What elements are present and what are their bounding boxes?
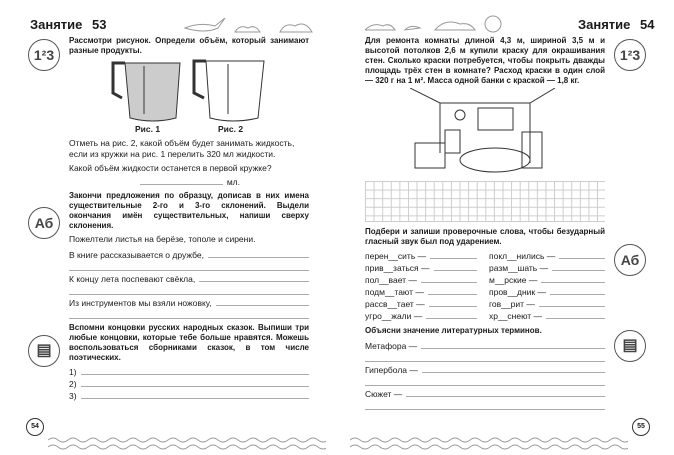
letters-icon: Аб [614, 244, 646, 276]
bird-clouds-decoration [180, 14, 320, 36]
answer-line[interactable] [422, 364, 605, 373]
answer-line[interactable] [406, 388, 605, 397]
page-number-54: 54 [26, 418, 44, 436]
answer-line[interactable] [428, 286, 477, 295]
answer-line[interactable] [550, 286, 605, 295]
word: пол__вает — [365, 275, 417, 285]
sentence-text: Из инструментов мы взяли ножовку, [69, 298, 212, 308]
figure-captions [69, 124, 309, 135]
term: Гипербола — [365, 365, 418, 375]
answer-line[interactable] [430, 250, 477, 259]
task1-question1: Отметь на рис. 2, какой объём будет занимать жидкость, если из кружки на рис. 1 перелить 320 мл жидкости. [69, 138, 295, 159]
answer-line[interactable] [81, 378, 309, 387]
answer-line[interactable] [421, 340, 605, 349]
sentence-row[interactable] [69, 297, 309, 309]
measuring-jugs-illustration [108, 58, 268, 124]
term-row[interactable] [365, 364, 605, 376]
paint-task-text: Для ремонта комнаты длиной 4,3 м, шириной 3,5 м и высотой потолков 2,6 м купили краску для окрашивания стен. Сколько краски потребуется, чтобы покрыть дважды площадь трёх стен в комнате? Расход краски в один слой — 320 г на 1 м². Масса одной банки с краской — 1,8 кг. [365, 36, 605, 85]
task1-question2: Какой объём жидкости останется в первой кружке? [69, 163, 272, 173]
right-page-content [365, 36, 605, 410]
task3-instruction: Объясни значение литературных терминов. [365, 326, 542, 335]
room-illustration [410, 88, 560, 178]
answer-line[interactable] [546, 310, 605, 319]
word-row[interactable] [489, 250, 605, 262]
answer-line[interactable] [69, 294, 309, 295]
answer-line[interactable] [140, 176, 223, 185]
clouds-sun-decoration [365, 10, 505, 36]
answer-line[interactable] [426, 310, 477, 319]
word-column-right [489, 250, 605, 322]
word: подм__тают — [365, 287, 424, 297]
answer-row[interactable] [140, 176, 240, 188]
task3-instruction: Вспомни концовки русских народных сказок. Выпиши три любые концовки, которые тебе больше нравятся. Можешь воспользоваться сборниками сказок, в том числе поэтических. [69, 323, 309, 362]
answer-line[interactable] [81, 366, 309, 375]
word: перен__сить — [365, 251, 427, 261]
answer-row[interactable] [69, 378, 309, 390]
word-list [365, 250, 605, 322]
math-icon: 1²3 [614, 39, 646, 71]
answer-line[interactable] [429, 298, 477, 307]
task1-instruction: Рассмотри рисунок. Определи объём, который занимают разные продукты. [69, 36, 309, 55]
word-row[interactable] [365, 250, 477, 262]
answer-line[interactable] [559, 250, 605, 259]
answer-grid[interactable] [365, 181, 605, 222]
page-number-55: 55 [632, 418, 650, 436]
answer-line[interactable] [421, 274, 477, 283]
answer-line[interactable] [365, 385, 605, 386]
task2-instruction: Закончи предложения по образцу, дописав в них имена существительные 2-го и 3-го склонений. Выдели окончания имён существительных, напиши сверху склонения. [69, 191, 309, 230]
item-number: 1) [69, 367, 77, 377]
sentence-row[interactable] [69, 273, 309, 285]
lesson-54-title: Занятие 54 [578, 17, 655, 32]
word-row[interactable] [489, 262, 605, 274]
word-column-left [365, 250, 477, 322]
answer-line[interactable] [539, 298, 605, 307]
word-row[interactable] [489, 298, 605, 310]
sentence-text: К концу лета поспевают свёкла, [69, 274, 196, 284]
lesson-53-title: Занятие 53 [30, 17, 107, 32]
word: угро__жали — [365, 311, 423, 321]
word-row[interactable] [365, 262, 477, 274]
word-row[interactable] [365, 286, 477, 298]
wave-decoration [48, 436, 326, 450]
term: Метафора — [365, 341, 418, 351]
fig1-caption: Рис. 1 [135, 124, 161, 134]
task2-example: Пожелтели листья на берёзе, тополе и сирени. [69, 234, 256, 244]
unit-label: мл. [226, 177, 240, 187]
word-row[interactable] [365, 298, 477, 310]
word-row[interactable] [365, 310, 477, 322]
answer-line[interactable] [365, 409, 605, 410]
answer-row[interactable] [69, 366, 309, 378]
book-icon: ▤ [28, 335, 60, 367]
word-row[interactable] [489, 286, 605, 298]
sentence-text: В книге рассказывается о дружбе, [69, 250, 204, 260]
answer-line[interactable] [365, 361, 605, 362]
word: м__рские — [489, 275, 538, 285]
term-row[interactable] [365, 340, 605, 352]
word: разм__шать — [489, 263, 549, 273]
item-number: 3) [69, 391, 77, 401]
letters-icon: Аб [28, 207, 60, 239]
word: пров__дник — [489, 287, 547, 297]
item-number: 2) [69, 379, 77, 389]
answer-line[interactable] [552, 262, 605, 271]
word: гов__рит — [489, 299, 535, 309]
math-icon: 1²3 [28, 39, 60, 71]
word: прив__заться — [365, 263, 430, 273]
term: Сюжет — [365, 389, 403, 399]
task2-instruction: Подбери и запиши проверочные слова, чтобы безударный гласный звук был под ударением. [365, 227, 605, 246]
answer-line[interactable] [216, 297, 309, 306]
answer-line[interactable] [69, 270, 309, 271]
answer-line[interactable] [199, 273, 309, 282]
answer-line[interactable] [208, 249, 309, 258]
answer-line[interactable] [81, 390, 309, 399]
answer-row[interactable] [69, 390, 309, 402]
wave-decoration [350, 436, 628, 450]
word-row[interactable] [489, 274, 605, 286]
answer-line[interactable] [434, 262, 477, 271]
fig2-caption: Рис. 2 [218, 124, 244, 134]
sentence-row[interactable] [69, 249, 309, 261]
term-row[interactable] [365, 388, 605, 400]
answer-line[interactable] [541, 274, 605, 283]
word-row[interactable] [489, 310, 605, 322]
word-row[interactable] [365, 274, 477, 286]
book-icon: ▤ [614, 330, 646, 362]
word: покл__нились — [489, 251, 556, 261]
answer-line[interactable] [69, 318, 309, 319]
word: рассв__тает — [365, 299, 425, 309]
word: хр__снеют — [489, 311, 543, 321]
left-page-content [69, 36, 309, 402]
